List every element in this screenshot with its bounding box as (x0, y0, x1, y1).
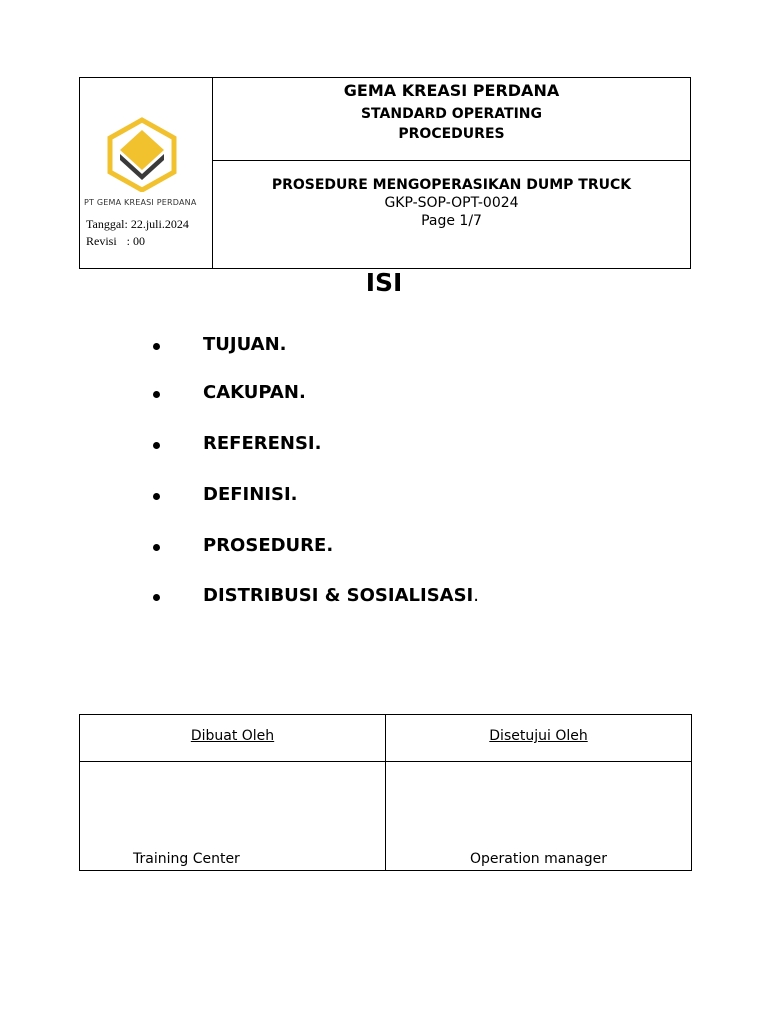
logo-cell (80, 78, 213, 268)
bullet-icon (153, 391, 160, 398)
document-date: Tanggal: 22.juli.2024 (86, 217, 189, 231)
toc-title: ISI (365, 268, 403, 297)
toc-item-period: . (326, 535, 334, 556)
made-by-role: Training Center (133, 851, 240, 867)
toc-item-period: . (473, 585, 479, 606)
toc-item-label: REFERENSI (203, 433, 315, 454)
toc-item-label: DISTRIBUSI & SOSIALISASI (203, 585, 474, 606)
bullet-icon (153, 544, 160, 551)
sop-title-line1: STANDARD OPERATING (360, 106, 543, 122)
logo-company-name: PT GEMA KREASI PERDANA (84, 198, 197, 207)
approved-by-heading: Disetujui Oleh (489, 728, 588, 744)
procedure-cell (213, 161, 690, 268)
sop-title-line2: PROCEDURES (398, 126, 505, 142)
toc-item-period: . (298, 382, 306, 403)
procedure-title: PROSEDURE MENGOPERASIKAN DUMP TRUCK (271, 177, 632, 193)
toc-item-label: TUJUAN (203, 334, 280, 355)
toc-item-period: . (279, 334, 287, 355)
document-revision (86, 234, 145, 249)
toc-item-label: DEFINISI (203, 484, 291, 505)
bullet-icon (153, 594, 160, 601)
document-code: GKP-SOP-OPT-0024 (384, 195, 519, 211)
toc-item-period: . (314, 433, 322, 454)
bullet-icon (153, 493, 160, 500)
toc-item-label: CAKUPAN (203, 382, 299, 403)
page-number: Page 1/7 (421, 213, 482, 229)
made-by-heading: Dibuat Oleh (190, 728, 275, 744)
bullet-icon (153, 442, 160, 449)
revision-value: : 00 (126, 234, 146, 248)
row-divider (80, 761, 691, 762)
title-cell (213, 78, 690, 161)
company-name: GEMA KREASI PERDANA (343, 81, 560, 100)
approved-by-role: Operation manager (469, 851, 608, 867)
revision-label: Revisi (86, 234, 117, 248)
bullet-icon (153, 343, 160, 350)
toc-item-label: PROSEDURE (203, 535, 327, 556)
document-header (79, 77, 691, 269)
company-logo-icon (106, 116, 178, 192)
toc-item-period: . (290, 484, 298, 505)
signature-table (79, 714, 692, 871)
